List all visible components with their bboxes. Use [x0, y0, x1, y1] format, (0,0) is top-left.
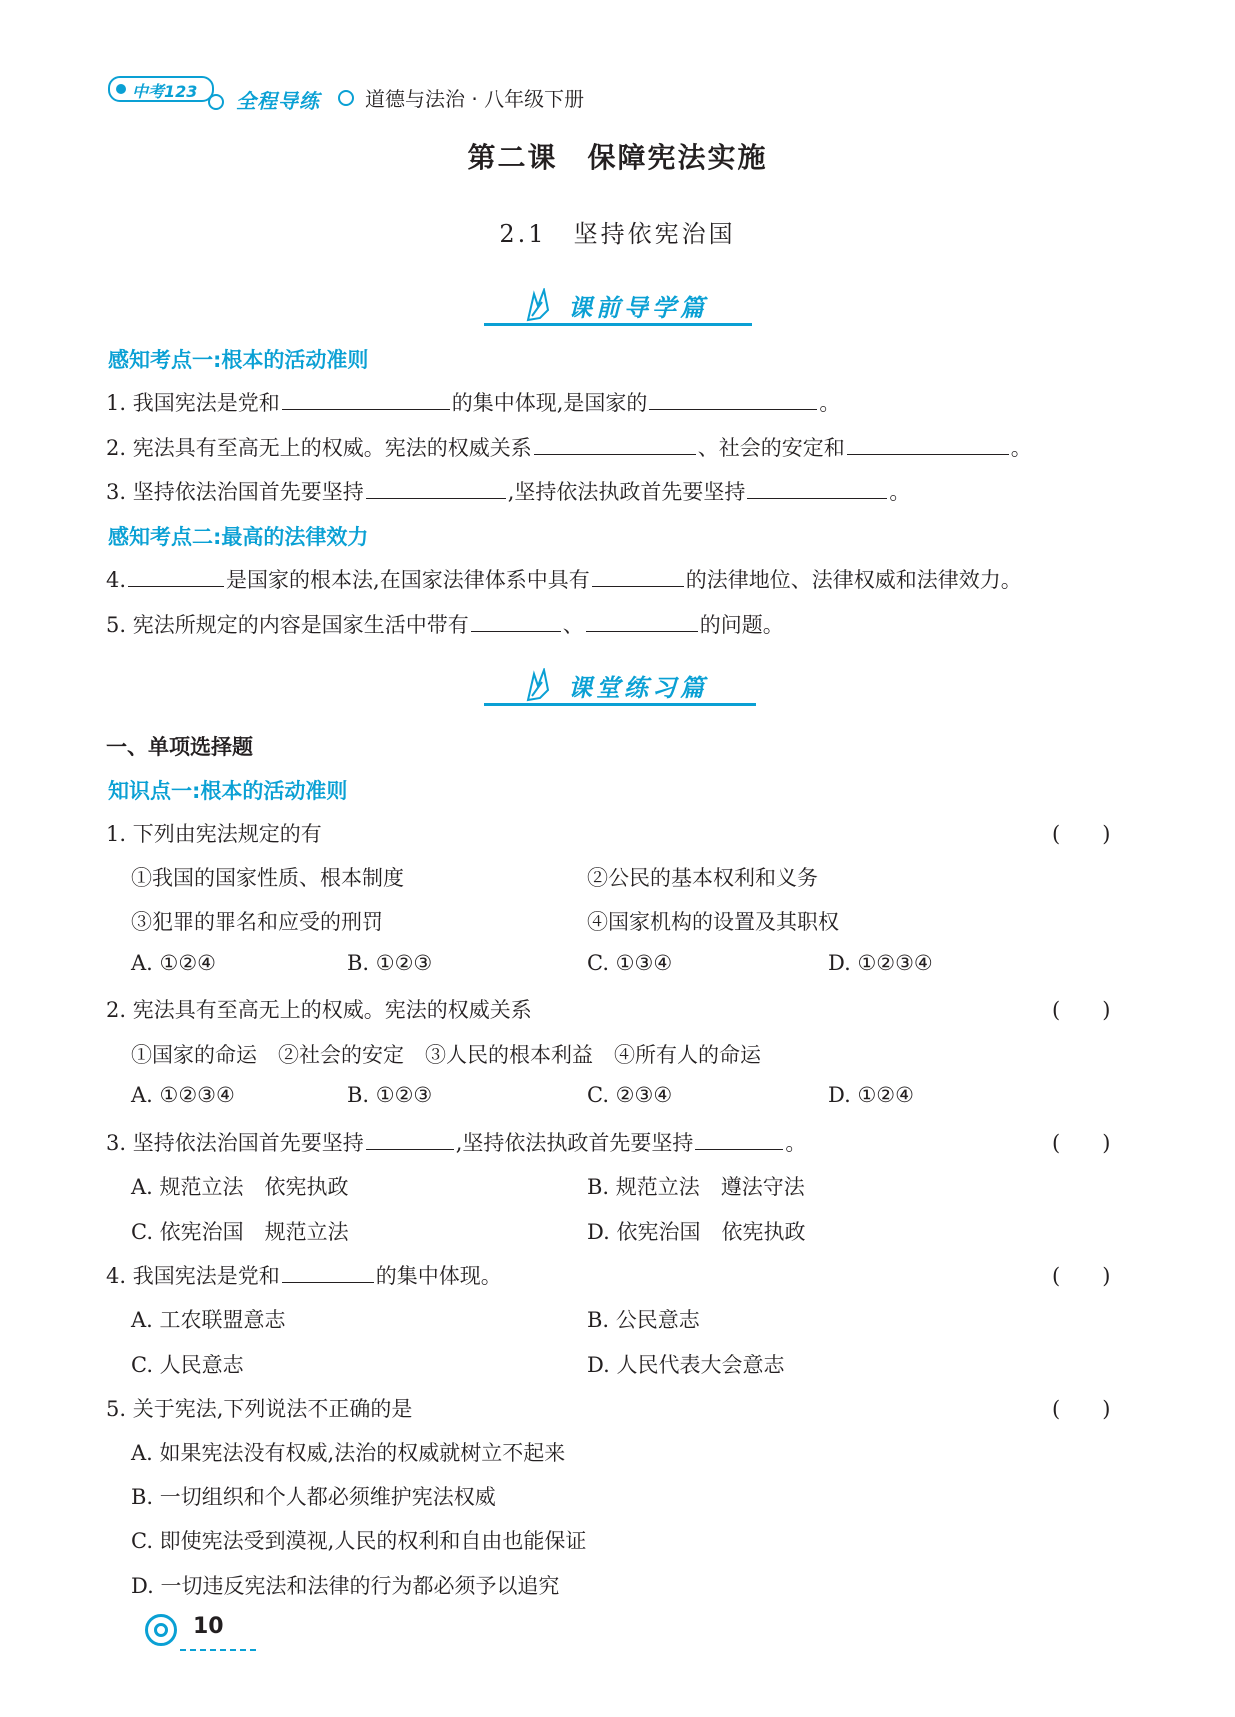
answer-blank[interactable]	[695, 1148, 783, 1150]
question-1-stem: 1. 下列由宪法规定的有	[106, 822, 322, 846]
section-title: 2.1 坚持依宪治国	[499, 220, 736, 248]
page-target-icon	[145, 1614, 177, 1646]
answer-parentheses[interactable]: ( )	[1052, 1397, 1111, 1421]
banner-preview-text: 课前导学篇	[568, 294, 708, 322]
answer-blank[interactable]	[282, 1281, 374, 1283]
option-a[interactable]: A. 工农联盟意志	[131, 1308, 286, 1332]
option-c[interactable]: C. 人民意志	[131, 1353, 244, 1377]
option-b[interactable]: B. 一切组织和个人都必须维护宪法权威	[131, 1485, 496, 1509]
logo-series-text: 全程导练	[236, 89, 320, 113]
answer-parentheses[interactable]: ( )	[1052, 1131, 1111, 1155]
banner-preview	[484, 286, 752, 326]
knowledge-point-1: 感知考点一:根本的活动准则	[108, 348, 369, 372]
preview-question-5: 5. 宪法所规定的内容是国家生活中带有 、 的问题。	[106, 613, 784, 637]
option-c[interactable]: C. ②③④	[587, 1083, 673, 1107]
option-b[interactable]: B. ①②③	[347, 951, 433, 975]
answer-parentheses[interactable]: ( )	[1052, 1264, 1111, 1288]
preview-question-3: 3. 坚持依法治国首先要坚持 ,坚持依法执政首先要坚持 。	[106, 480, 911, 504]
page-number: 10	[193, 1614, 224, 1639]
quill-icon	[524, 288, 554, 322]
option-a[interactable]: A. ①②④	[131, 951, 216, 975]
answer-blank[interactable]	[366, 497, 506, 499]
subject-label: 道德与法治 · 八年级下册	[365, 87, 585, 111]
part-heading: 一、单项选择题	[106, 735, 253, 759]
logo-pill	[108, 76, 214, 102]
answer-blank[interactable]	[366, 1148, 454, 1150]
banner-classroom	[484, 666, 756, 706]
answer-blank[interactable]	[282, 408, 450, 410]
option-a[interactable]: A. ①②③④	[131, 1083, 235, 1107]
option-d[interactable]: D. 依宪治国 依宪执政	[587, 1220, 806, 1244]
question-3-stem: 3. 坚持依法治国首先要坚持 ,坚持依法执政首先要坚持 。	[106, 1131, 807, 1155]
option-d[interactable]: D. ①②③④	[828, 951, 933, 975]
option-d[interactable]: D. 人民代表大会意志	[587, 1353, 785, 1377]
answer-blank[interactable]	[847, 453, 1009, 455]
brand-logo	[108, 72, 368, 112]
preview-question-1: 1. 我国宪法是党和 的集中体现,是国家的 。	[106, 391, 841, 415]
question-5-stem: 5. 关于宪法,下列说法不正确的是	[106, 1397, 413, 1421]
preview-question-2: 2. 宪法具有至高无上的权威。宪法的权威关系 、社会的安定和 。	[106, 436, 1032, 460]
statement: ①我国的国家性质、根本制度	[131, 866, 404, 890]
knowledge-point: 知识点一:根本的活动准则	[108, 779, 348, 803]
answer-blank[interactable]	[586, 630, 698, 632]
option-c[interactable]: C. ①③④	[587, 951, 673, 975]
statement: ③犯罪的罪名和应受的刑罚	[131, 910, 383, 934]
option-c[interactable]: C. 即使宪法受到漠视,人民的权利和自由也能保证	[131, 1529, 587, 1553]
question-4-stem: 4. 我国宪法是党和 的集中体现。	[106, 1264, 502, 1288]
preview-question-4: 4. 是国家的根本法,在国家法律体系中具有 的法律地位、法律权威和法律效力。	[106, 568, 1022, 592]
option-a[interactable]: A. 规范立法 依宪执政	[131, 1175, 349, 1199]
answer-parentheses[interactable]: ( )	[1052, 822, 1111, 846]
footer-dashed-line	[180, 1649, 256, 1651]
answer-blank[interactable]	[747, 497, 887, 499]
answer-blank[interactable]	[592, 585, 684, 587]
lesson-title: 第二课 保障宪法实施	[467, 141, 768, 174]
option-c[interactable]: C. 依宪治国 规范立法	[131, 1220, 349, 1244]
answer-blank[interactable]	[534, 453, 696, 455]
answer-blank[interactable]	[471, 630, 561, 632]
knowledge-point-2: 感知考点二:最高的法律效力	[108, 525, 369, 549]
banner-classroom-text: 课堂练习篇	[568, 674, 708, 702]
statement: ④国家机构的设置及其职权	[587, 910, 839, 934]
option-d[interactable]: D. 一切违反宪法和法律的行为都必须予以追究	[131, 1574, 560, 1598]
logo-ring-icon	[208, 94, 224, 110]
question-2-stem: 2. 宪法具有至高无上的权威。宪法的权威关系	[106, 998, 532, 1022]
option-b[interactable]: B. ①②③	[347, 1083, 433, 1107]
statement: ①国家的命运 ②社会的安定 ③人民的根本利益 ④所有人的命运	[131, 1043, 761, 1067]
answer-blank[interactable]	[649, 408, 817, 410]
logo-ring-icon	[338, 90, 354, 106]
quill-icon	[524, 668, 554, 702]
answer-parentheses[interactable]: ( )	[1052, 998, 1111, 1022]
option-b[interactable]: B. 公民意志	[587, 1308, 700, 1332]
option-b[interactable]: B. 规范立法 遵法守法	[587, 1175, 805, 1199]
logo-brand-text: 中考123	[132, 82, 198, 101]
option-a[interactable]: A. 如果宪法没有权威,法治的权威就树立不起来	[131, 1441, 566, 1465]
answer-blank[interactable]	[128, 585, 224, 587]
statement: ②公民的基本权利和义务	[587, 866, 818, 890]
option-d[interactable]: D. ①②④	[828, 1083, 914, 1107]
